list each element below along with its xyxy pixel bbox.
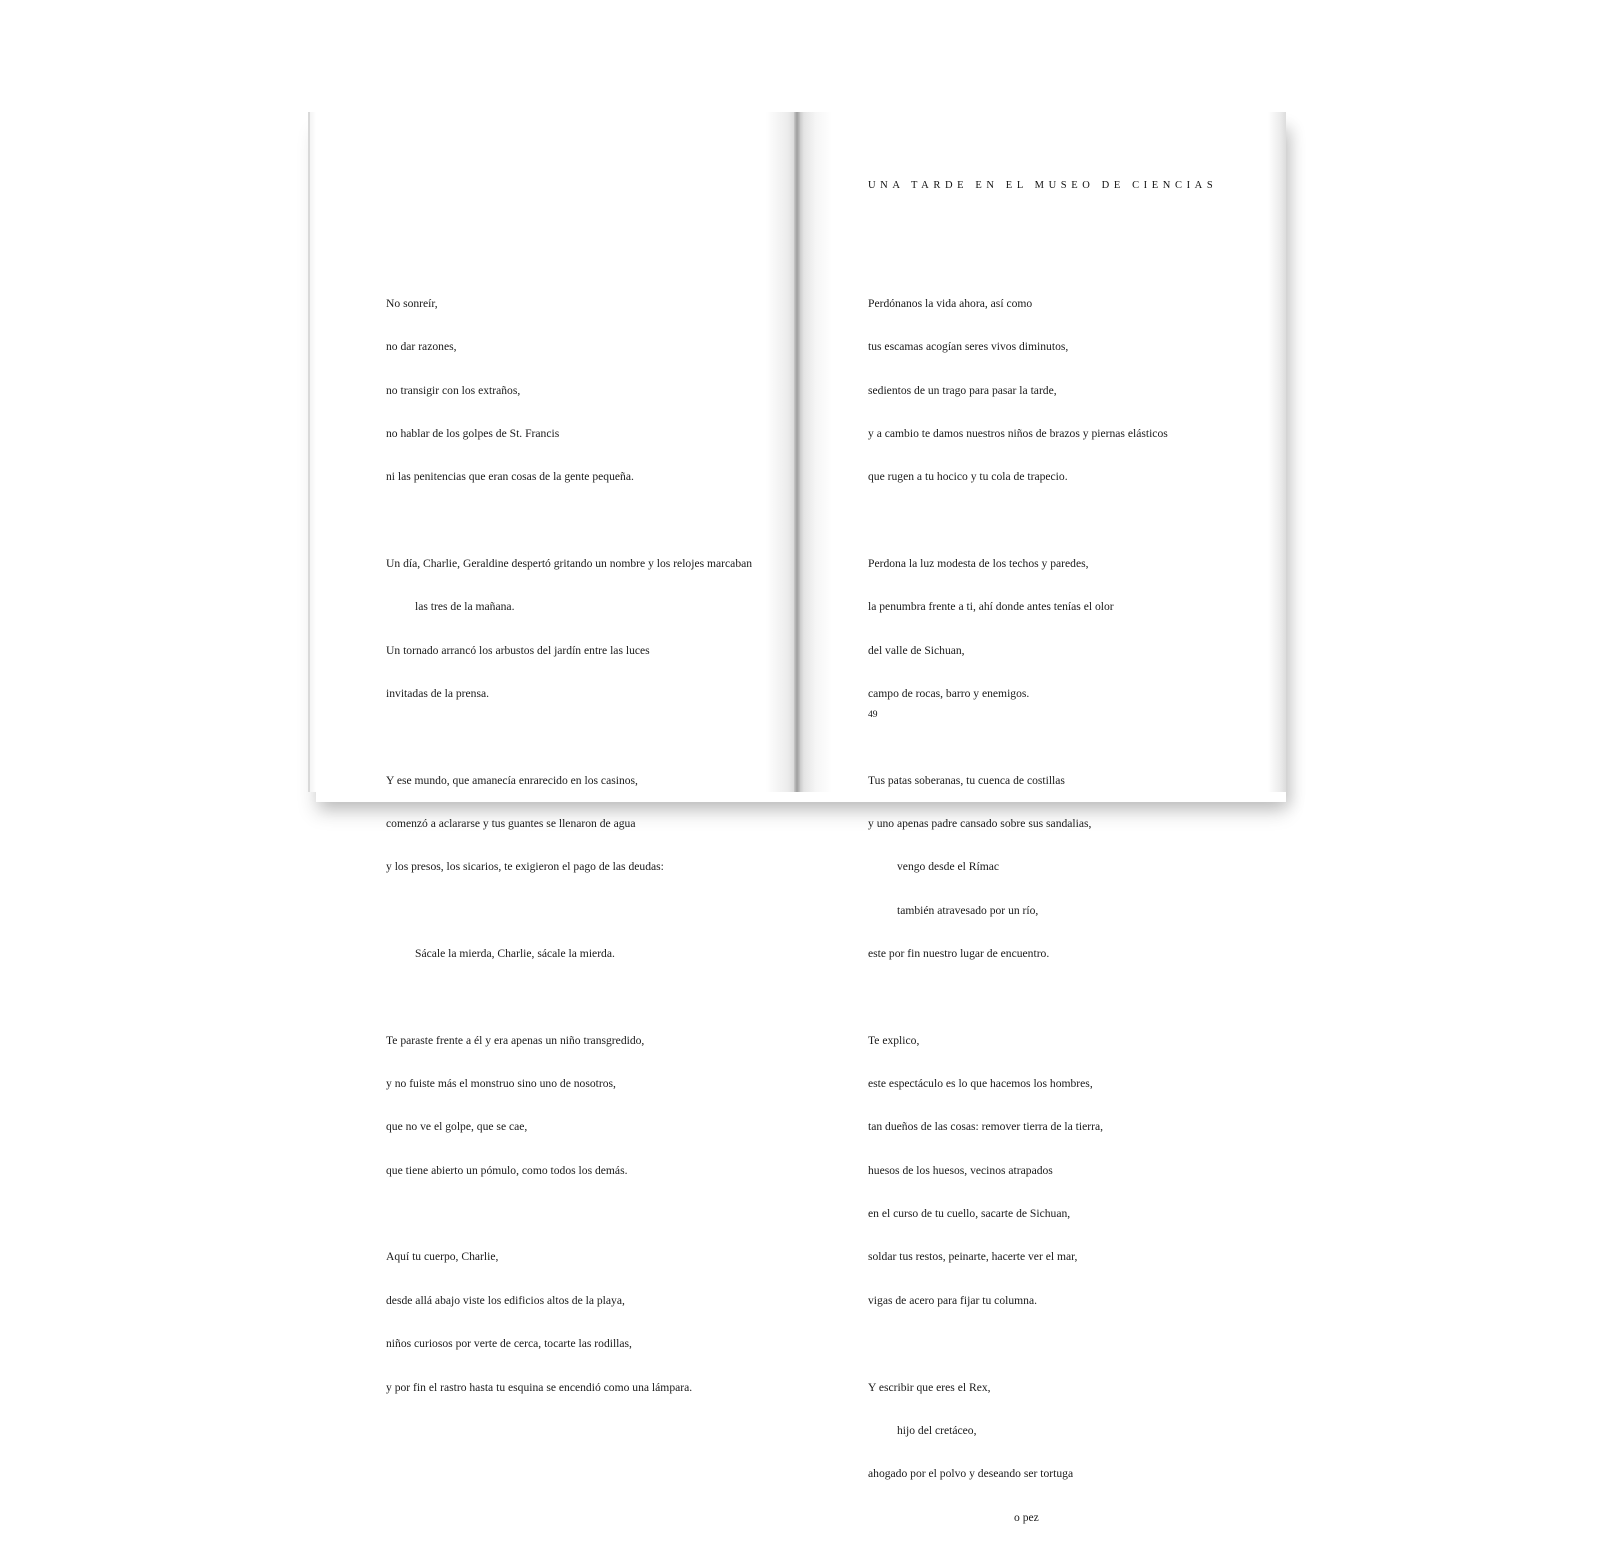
poem-line: sedientos de un trago para pasar la tarde, [868,383,1057,397]
poem-line: Te explico, [868,1033,920,1047]
poem-line: huesos de los huesos, vecinos atrapados [868,1163,1053,1177]
poem-line: Aquí tu cuerpo, Charlie, [386,1250,499,1264]
stanza-break [386,990,752,1004]
poem-line: Perdónanos la vida ahora, así como [868,296,1033,310]
stanza-break [868,1337,1168,1351]
poem-line: que tiene abierto un pómulo, como todos los demás. [386,1163,628,1177]
poem-line: no hablar de los golpes de St. Francis [386,426,560,440]
poem-line: comenzó a aclararse y tus guantes se llenaron de agua [386,817,636,831]
poem-line: y por fin el rastro hasta tu esquina se encendió como una lámpara. [386,1380,693,1394]
poem-line: y a cambio te damos nuestros niños de brazos y piernas elásticos [868,426,1168,440]
poem-line: No sonreír, [386,296,438,310]
left-page [308,112,798,1394]
stanza-break [868,990,1168,1004]
page-number: 49 [868,710,878,720]
stanza-break [868,730,1168,744]
poem-line: no dar razones, [386,340,457,354]
poem-line: del valle de Sichuan, [868,643,965,657]
left-poem [386,268,752,1424]
poem-line: Y ese mundo, que amanecía enrarecido en los casinos, [386,773,638,787]
poem-line: las tres de la mañana. [415,600,515,614]
poem-line: soldar tus restos, peinarte, hacerte ver el mar, [868,1250,1078,1264]
poem-line: Perdona la luz modesta de los techos y paredes, [868,556,1089,570]
poem-line: y no fuiste más el monstruo sino uno de nosotros, [386,1077,616,1091]
poem-line: vigas de acero para fijar tu columna. [868,1293,1037,1307]
stanza-break [868,514,1168,528]
poem-line: tus escamas acogían seres vivos diminutos, [868,340,1069,354]
poem-line: y uno apenas padre cansado sobre sus sandalias, [868,817,1092,831]
poem-line: no transigir con los extraños, [386,383,521,397]
poem-line: Te paraste frente a él y era apenas un niño transgredido, [386,1033,645,1047]
open-book [308,112,1286,1524]
stanza-break [386,730,752,744]
poem-line: campo de rocas, barro y enemigos. [868,687,1030,700]
poem-line: niños curiosos por verte de cerca, tocarte las rodillas, [386,1337,632,1351]
poem-line: Un tornado arrancó los arbustos del jardín entre las luces [386,643,650,657]
poem-line: Y escribir que eres el Rex, [868,1380,991,1394]
poem-line: este espectáculo es lo que hacemos los hombres, [868,1077,1093,1091]
poem-line: tan dueños de las cosas: remover tierra de la tierra, [868,1120,1103,1134]
stanza-break [386,904,752,918]
book-gutter [794,112,800,792]
running-head: UNA TARDE EN EL MUSEO DE CIENCIAS [868,180,1218,191]
poem-line: invitadas de la prensa. [386,687,490,700]
poem-line: desde allá abajo viste los edificios altos de la playa, [386,1293,625,1307]
poem-line: y los presos, los sicarios, te exigieron el pago de las deudas: [386,860,664,874]
right-page [798,112,1286,1524]
right-poem [868,268,1168,1554]
poem-line: la penumbra frente a ti, ahí donde antes tenías el olor [868,600,1114,614]
poem-line: también atravesado por un río, [897,903,1039,917]
poem-line: hijo del cretáceo, [897,1423,977,1437]
poem-line: vengo desde el Rímac [897,860,1000,874]
poem-line: Tus patas soberanas, tu cuenca de costillas [868,773,1065,787]
poem-line: ni las penitencias que eran cosas de la gente pequeña. [386,470,634,484]
poem-line: Un día, Charlie, Geraldine despertó gritando un nombre y los relojes marcaban [386,556,753,570]
poem-line: que no ve el golpe, que se cae, [386,1120,528,1134]
poem-line: que rugen a tu hocico y tu cola de trapecio. [868,470,1068,484]
stanza-break [386,514,752,528]
stanza-break [386,1207,752,1221]
poem-line: Sácale la mierda, Charlie, sácale la mierda. [415,947,615,961]
poem-line: este por fin nuestro lugar de encuentro. [868,947,1050,961]
poem-line: ahogado por el polvo y deseando ser tortuga [868,1467,1074,1481]
poem-line: o pez [1014,1510,1039,1524]
poem-line: en el curso de tu cuello, sacarte de Sichuan, [868,1207,1071,1221]
